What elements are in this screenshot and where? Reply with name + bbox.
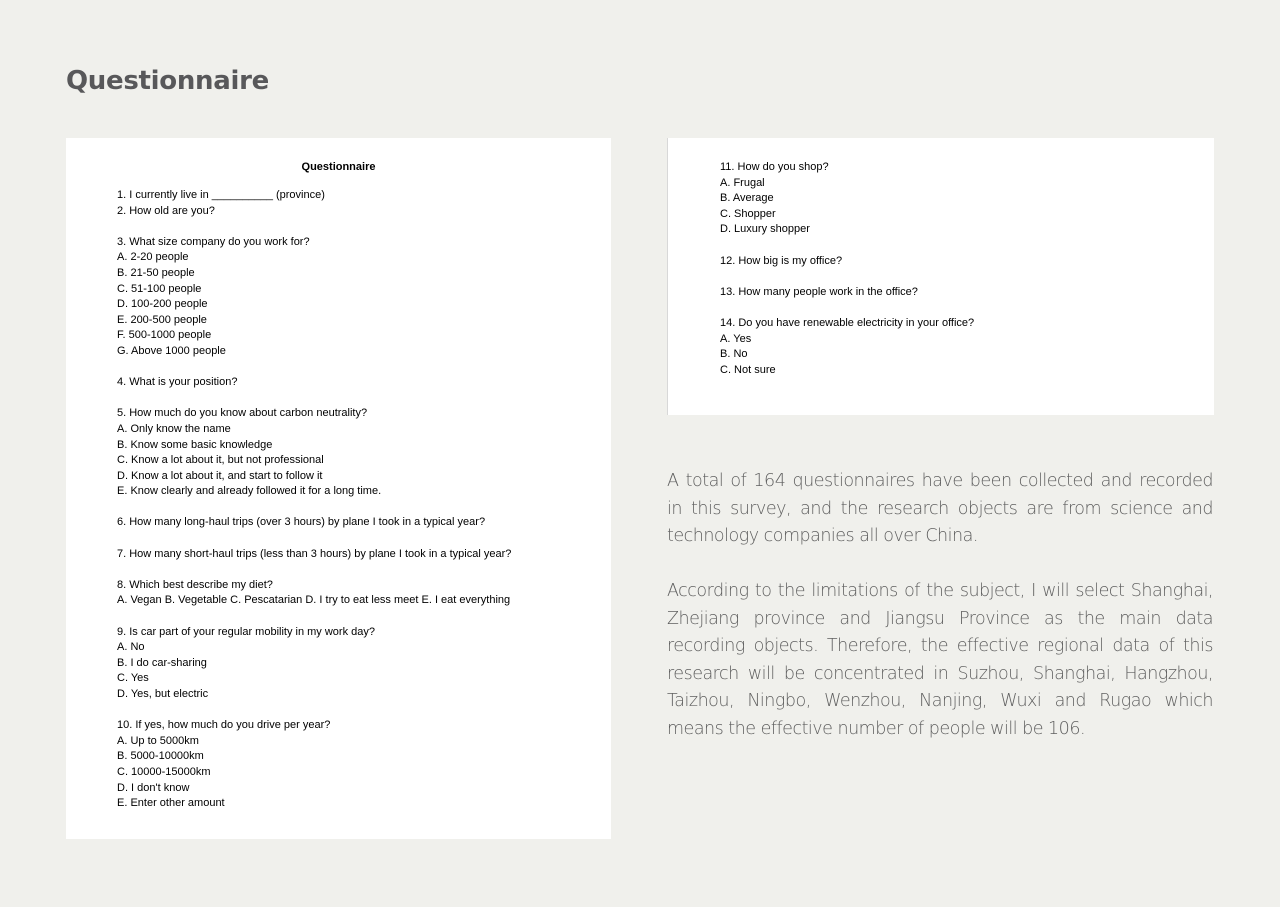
question-item	[117, 547, 611, 563]
answer-option: D. Luxury shopper	[720, 223, 810, 236]
answer-option: D. 100-200 people	[117, 298, 208, 311]
answer-option: B. I do car-sharing	[117, 656, 207, 669]
answer-option: C. Not sure	[720, 363, 776, 376]
question-item	[117, 515, 611, 531]
answer-option: C. 51-100 people	[117, 282, 202, 295]
description-paragraph-1: A total of 164 questionnaires have been collected and recorded in this survey, and the research objects are from science and technology companies all over China.	[667, 471, 1213, 546]
questionnaire-title: Questionnaire	[301, 161, 376, 173]
answer-option: B. 21-50 people	[117, 266, 195, 279]
question-text: 1. I currently live in __________ (province)	[117, 189, 325, 201]
question-item	[117, 235, 611, 360]
page-heading: Questionnaire	[66, 66, 269, 96]
option-list	[117, 422, 611, 500]
question-text: 9. Is car part of your regular mobility in my work day?	[117, 625, 375, 638]
option-list	[117, 734, 611, 812]
question-text: 5. How much do you know about carbon neutrality?	[117, 407, 368, 420]
answer-option: C. Yes	[117, 672, 149, 685]
question-list-page-2	[720, 160, 1214, 378]
question-item	[117, 375, 611, 391]
option-list	[117, 640, 611, 702]
answer-option: B. No	[720, 348, 748, 361]
option-list	[117, 250, 611, 359]
question-item	[720, 285, 1214, 301]
question-item	[117, 718, 611, 812]
survey-description	[667, 468, 1213, 771]
question-item	[117, 406, 611, 500]
answer-option: D. Know a lot about it, and start to follow it	[117, 469, 323, 482]
question-text: 3. What size company do you work for?	[117, 235, 310, 248]
question-item	[720, 316, 1214, 378]
answer-option: B. Average	[720, 192, 774, 205]
question-text: 2. How old are you?	[117, 204, 215, 217]
answer-option: A. 2-20 people	[117, 251, 189, 264]
questionnaire-page-2	[667, 138, 1214, 415]
question-text: 6. How many long-haul trips (over 3 hours) by plane I took in a typical year?	[117, 516, 486, 529]
answer-option: A. Up to 5000km	[117, 734, 199, 747]
question-item	[117, 188, 611, 219]
question-item	[720, 254, 1214, 270]
question-text: 13. How many people work in the office?	[720, 285, 918, 298]
question-list-page-1	[117, 188, 611, 812]
question-text: 12. How big is my office?	[720, 254, 843, 267]
question-text: 7. How many short-haul trips (less than 3 hours) by plane I took in a typical year?	[117, 547, 512, 560]
answer-option: E. Enter other amount	[117, 797, 225, 810]
question-text: 4. What is your position?	[117, 376, 238, 389]
answer-option: B. 5000-10000km	[117, 750, 204, 763]
answer-option: E. Know clearly and already followed it for a long time.	[117, 485, 382, 498]
answer-option: D. Yes, but electric	[117, 688, 209, 700]
answer-option: A. No	[117, 641, 145, 654]
answer-option: C. 10000-15000km	[117, 765, 211, 778]
answer-option: A. Yes	[720, 332, 752, 345]
option-list	[720, 176, 1214, 238]
question-item	[117, 625, 611, 703]
question-text: 10. If yes, how much do you drive per year?	[117, 719, 331, 732]
answer-option: B. Know some basic knowledge	[117, 438, 273, 451]
answer-option: C. Know a lot about it, but not professional	[117, 454, 324, 467]
answer-option: A. Only know the name	[117, 422, 231, 435]
option-list	[117, 593, 611, 609]
answer-option: E. 200-500 people	[117, 313, 207, 326]
option-list	[720, 332, 1214, 379]
question-text: 8. Which best describe my diet?	[117, 578, 273, 591]
answer-option: A. Frugal	[720, 176, 765, 189]
question-item	[117, 578, 611, 609]
question-item	[720, 160, 1214, 238]
answer-option: F. 500-1000 people	[117, 329, 212, 342]
answer-option: G. Above 1000 people	[117, 344, 226, 357]
answer-option: C. Shopper	[720, 207, 776, 220]
answer-option: D. I don't know	[117, 781, 190, 794]
questionnaire-page-1	[66, 138, 611, 839]
question-text: 11. How do you shop?	[720, 161, 829, 173]
answer-option: A. Vegan B. Vegetable C. Pescatarian D. I try to eat less meet E. I eat everything	[117, 594, 511, 607]
question-text: 14. Do you have renewable electricity in your office?	[720, 316, 975, 329]
description-paragraph-2: According to the limitations of the subject, I will select Shanghai, Zhejiang province and Jiangsu Province as the main data recording objects. Therefore, the effective regional data of this research will be concentrated in Suzhou, Shanghai, Hangzhou, Taizhou, Ningbo, Wenzhou, Nanjing, Wuxi and Rugao which means the effective number of people will be 106.	[667, 581, 1213, 739]
